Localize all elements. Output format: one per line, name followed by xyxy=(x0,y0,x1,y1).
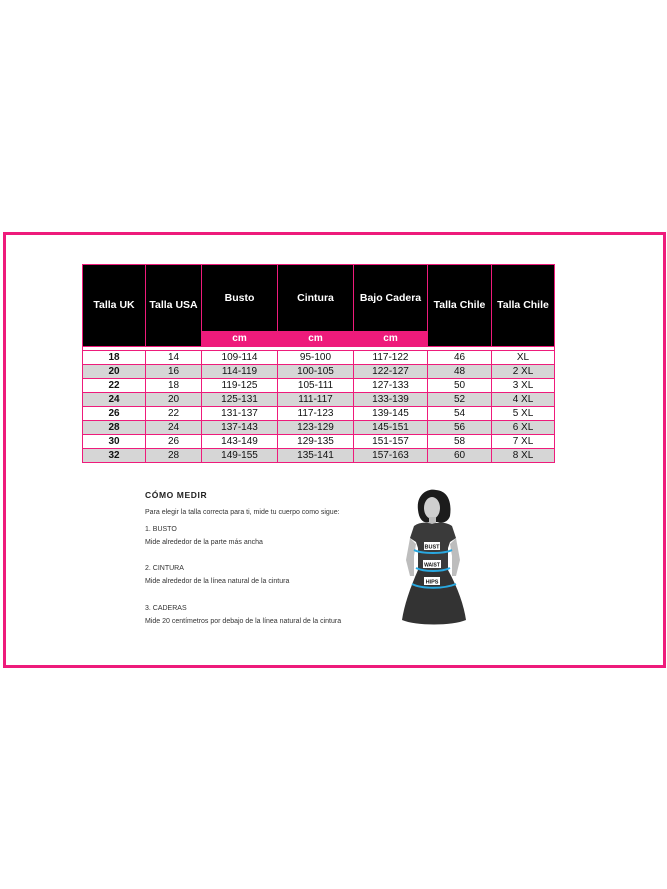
table-cell: 139-145 xyxy=(354,407,428,421)
table-cell: 14 xyxy=(146,351,202,365)
table-cell: 6 XL xyxy=(492,421,555,435)
table-cell: 123-129 xyxy=(278,421,354,435)
table-row xyxy=(83,379,555,393)
table-cell: 24 xyxy=(83,393,146,407)
cintura-heading: 2. CINTURA xyxy=(145,565,184,572)
table-cell: 111-117 xyxy=(278,393,354,407)
table-cell: 117-123 xyxy=(278,407,354,421)
hips-label: HIPS xyxy=(425,579,439,586)
table-cell: 95-100 xyxy=(278,351,354,365)
table-cell: 125-131 xyxy=(202,393,278,407)
table-cell: 20 xyxy=(83,365,146,379)
howto-intro: Para elegir la talla correcta para ti, mide tu cuerpo como sigue: xyxy=(145,509,340,516)
table-cell: 56 xyxy=(428,421,492,435)
table-cell: 5 XL xyxy=(492,407,555,421)
header-cintura: Cintura xyxy=(278,265,354,332)
table-cell: 52 xyxy=(428,393,492,407)
table-cell: 143-149 xyxy=(202,435,278,449)
table-cell: 30 xyxy=(83,435,146,449)
busto-heading: 1. BUSTO xyxy=(145,526,177,533)
measuring-figure-illustration xyxy=(392,488,476,630)
table-cell: 4 XL xyxy=(492,393,555,407)
table-cell: 117-122 xyxy=(354,351,428,365)
table-row xyxy=(83,407,555,421)
table-cell: 129-135 xyxy=(278,435,354,449)
table-row xyxy=(83,365,555,379)
table-cell: 119-125 xyxy=(202,379,278,393)
unit-bajo-cadera: cm xyxy=(354,332,428,347)
table-cell: 131-137 xyxy=(202,407,278,421)
table-cell: 16 xyxy=(146,365,202,379)
caderas-text: Mide 20 centímetros por debajo de la línea natural de la cintura xyxy=(145,618,342,625)
unit-cintura: cm xyxy=(278,332,354,347)
table-row xyxy=(83,393,555,407)
header-talla-chile: Talla Chile xyxy=(428,265,492,347)
table-cell: 145-151 xyxy=(354,421,428,435)
table-cell: 151-157 xyxy=(354,435,428,449)
table-cell: XL xyxy=(492,351,555,365)
busto-text: Mide alrededor de la parte más ancha xyxy=(145,539,263,546)
table-cell: 8 XL xyxy=(492,449,555,463)
table-cell: 28 xyxy=(83,421,146,435)
table-cell: 7 XL xyxy=(492,435,555,449)
figure-arm-left xyxy=(406,538,416,576)
table-cell: 28 xyxy=(146,449,202,463)
table-cell: 105-111 xyxy=(278,379,354,393)
table-cell: 46 xyxy=(428,351,492,365)
howto-title: CÓMO MEDIR xyxy=(145,490,208,500)
table-cell: 22 xyxy=(83,379,146,393)
table-cell: 122-127 xyxy=(354,365,428,379)
table-cell: 20 xyxy=(146,393,202,407)
header-bajo-cadera: Bajo Cadera xyxy=(354,265,428,332)
table-cell: 32 xyxy=(83,449,146,463)
table-cell: 3 XL xyxy=(492,379,555,393)
table-cell: 60 xyxy=(428,449,492,463)
table-cell: 24 xyxy=(146,421,202,435)
table-cell: 109-114 xyxy=(202,351,278,365)
size-table xyxy=(82,264,555,463)
table-cell: 18 xyxy=(83,351,146,365)
table-cell: 149-155 xyxy=(202,449,278,463)
table-cell: 26 xyxy=(83,407,146,421)
header-talla-uk: Talla UK xyxy=(83,265,146,347)
table-cell: 50 xyxy=(428,379,492,393)
table-cell: 58 xyxy=(428,435,492,449)
table-cell: 135-141 xyxy=(278,449,354,463)
header-talla-chile-2: Talla Chile xyxy=(492,265,555,347)
table-cell: 114-119 xyxy=(202,365,278,379)
table-cell: 157-163 xyxy=(354,449,428,463)
table-cell: 18 xyxy=(146,379,202,393)
header-busto: Busto xyxy=(202,265,278,332)
unit-busto: cm xyxy=(202,332,278,347)
table-row xyxy=(83,351,555,365)
figure-neck xyxy=(429,517,436,524)
table-cell: 133-139 xyxy=(354,393,428,407)
waist-label: WAIST xyxy=(424,562,440,569)
table-cell: 48 xyxy=(428,365,492,379)
table-cell: 127-133 xyxy=(354,379,428,393)
table-cell: 22 xyxy=(146,407,202,421)
figure-arm-right xyxy=(450,538,460,576)
table-row xyxy=(83,435,555,449)
figure-face xyxy=(424,497,440,519)
caderas-heading: 3. CADERAS xyxy=(145,605,187,612)
table-cell: 137-143 xyxy=(202,421,278,435)
cintura-text: Mide alrededor de la línea natural de la cintura xyxy=(145,578,290,585)
bust-label: BUST xyxy=(424,544,440,551)
table-cell: 54 xyxy=(428,407,492,421)
table-cell: 2 XL xyxy=(492,365,555,379)
table-row xyxy=(83,449,555,463)
table-cell: 26 xyxy=(146,435,202,449)
table-row xyxy=(83,421,555,435)
header-talla-usa: Talla USA xyxy=(146,265,202,347)
table-cell: 100-105 xyxy=(278,365,354,379)
